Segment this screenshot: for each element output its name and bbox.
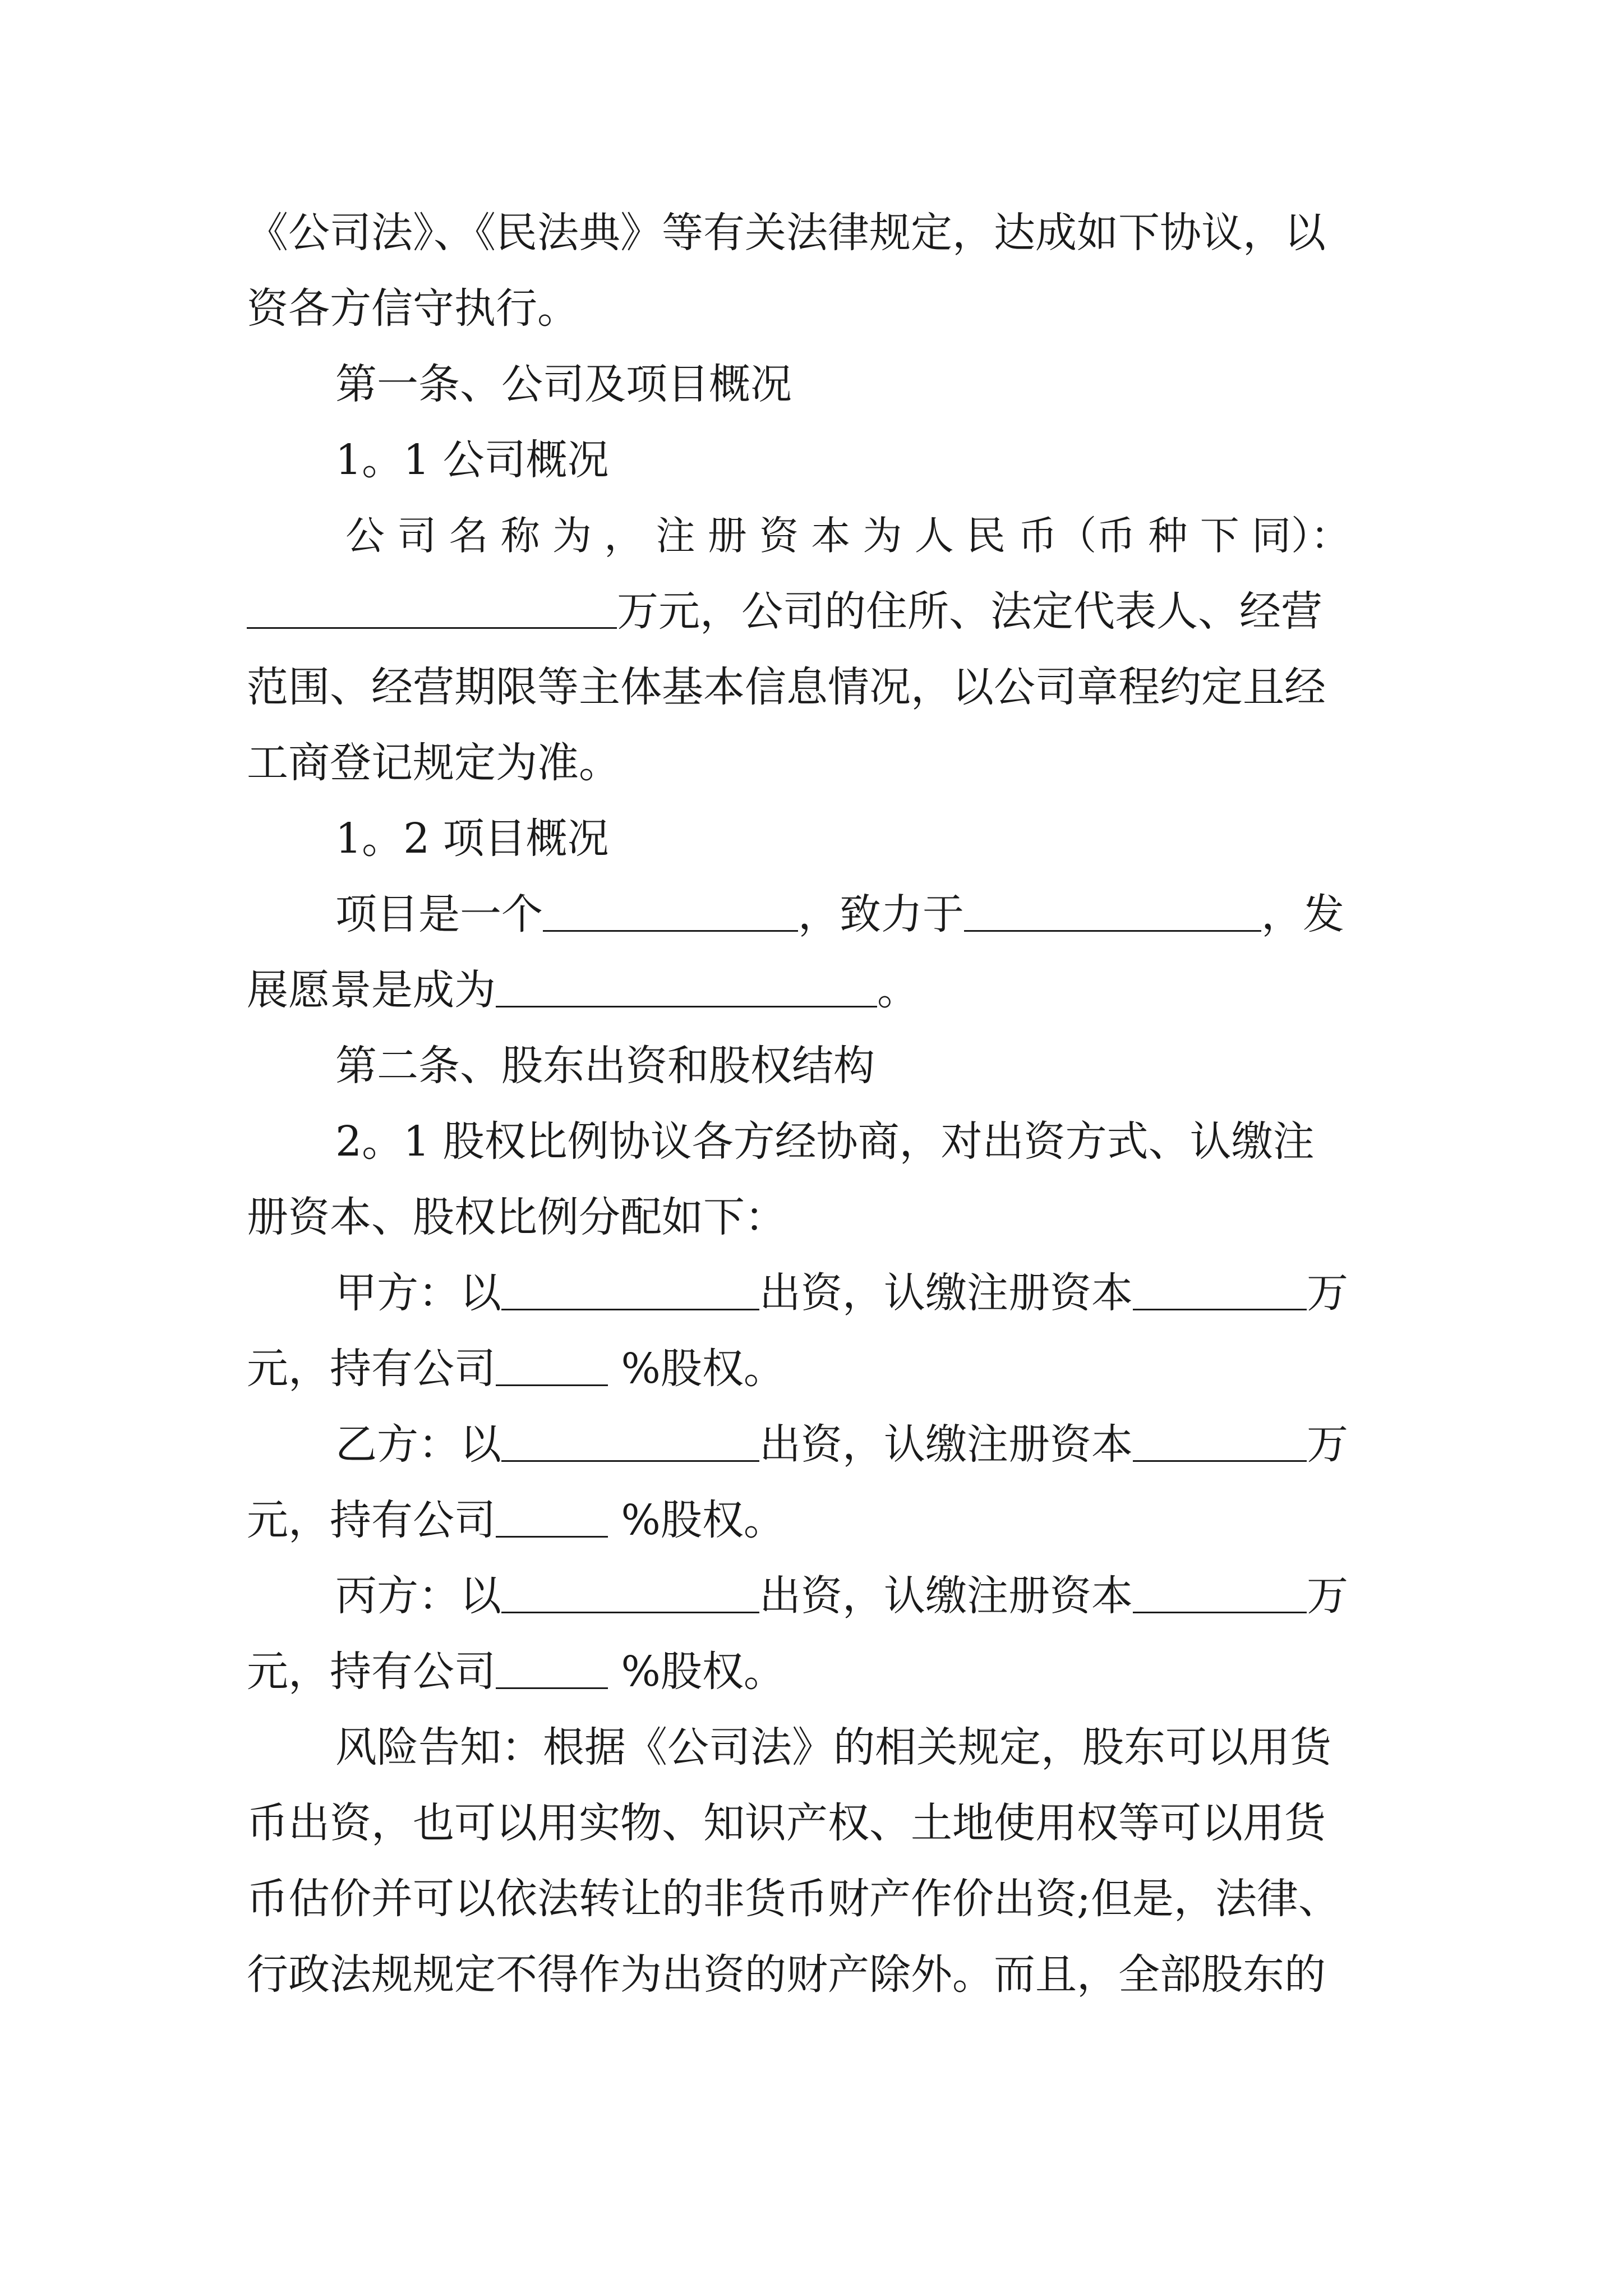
text-line bbox=[335, 1255, 1623, 1331]
text-line bbox=[247, 1861, 1623, 1937]
line-text: %股权。 bbox=[608, 1496, 785, 1544]
line-text: %股权。 bbox=[608, 1345, 785, 1393]
line-text: 展愿景是成为 bbox=[247, 966, 496, 1014]
line-text: 币出资，也可以用实物、知识产权、土地使用权等可以用货 bbox=[247, 1799, 1326, 1847]
line-text: 第二条、股东出资和股权结构 bbox=[335, 1042, 875, 1090]
line-text: 《公司法》、《民法典》等有关法律规定，达成如下协议，以 bbox=[247, 209, 1326, 257]
blank-field bbox=[501, 1578, 759, 1613]
line-text: 2。1 股权比例协议各方经协商，对出资方式、认缴注 bbox=[335, 1117, 1315, 1166]
line-text: 册资本、股权比例分配如下： bbox=[247, 1193, 786, 1241]
blank-field bbox=[496, 1351, 608, 1386]
line-text: 万 bbox=[1307, 1572, 1348, 1620]
blank-field bbox=[247, 593, 617, 629]
line-text: 出资，认缴注册资本 bbox=[759, 1269, 1133, 1317]
blank-field bbox=[1133, 1578, 1307, 1613]
line-text: 公 司 名 称 为 ， 注 册 资 本 为 人 民 币（币 种 下 同）： bbox=[345, 513, 1350, 559]
text-line bbox=[335, 1103, 1623, 1180]
line-text: 万元，公司的住所、法定代表人、经营 bbox=[617, 587, 1322, 636]
blank-field bbox=[496, 972, 877, 1007]
line-text: 币估价并可以依法转让的非货币财产作价出资;但是，法律、 bbox=[247, 1875, 1340, 1923]
text-line bbox=[335, 876, 1623, 953]
text-line bbox=[247, 1634, 1623, 1710]
line-text: 元，持有公司 bbox=[247, 1496, 496, 1544]
blank-field bbox=[1133, 1427, 1307, 1462]
line-text: 甲方：以 bbox=[335, 1269, 501, 1317]
line-text: 项目是一个 bbox=[335, 890, 543, 938]
blank-field bbox=[964, 896, 1261, 932]
blank-field bbox=[496, 1502, 608, 1538]
text-line bbox=[247, 1482, 1623, 1558]
line-text: 出资，认缴注册资本 bbox=[759, 1572, 1133, 1620]
line-text: 出资，认缴注册资本 bbox=[759, 1420, 1133, 1469]
line-text: 万 bbox=[1307, 1420, 1348, 1469]
text-line bbox=[247, 1179, 1623, 1255]
line-text: 资各方信守执行。 bbox=[247, 284, 579, 333]
line-text: 乙方：以 bbox=[335, 1420, 501, 1469]
text-line bbox=[247, 1331, 1623, 1407]
line-text: 元，持有公司 bbox=[247, 1648, 496, 1696]
text-line bbox=[335, 1406, 1623, 1483]
line-text: 万 bbox=[1307, 1269, 1348, 1317]
line-text: 工商登记规定为准。 bbox=[247, 739, 620, 787]
text-line bbox=[247, 1936, 1623, 2013]
line-text: %股权。 bbox=[608, 1648, 785, 1696]
text-line bbox=[247, 649, 1623, 725]
text-line bbox=[247, 195, 1623, 271]
section-heading bbox=[335, 346, 1623, 422]
text-line bbox=[247, 573, 1623, 650]
section-heading bbox=[335, 1028, 1623, 1104]
text-line bbox=[247, 270, 1623, 347]
text-line bbox=[335, 1709, 1623, 1786]
line-text: 行政法规规定不得作为出资的财产除外。而且，全部股东的 bbox=[247, 1950, 1326, 1999]
blank-field bbox=[501, 1275, 759, 1310]
line-text: 。 bbox=[877, 966, 919, 1014]
line-text: ，发 bbox=[1261, 890, 1344, 938]
blank-field bbox=[1133, 1275, 1307, 1310]
subsection-heading bbox=[335, 422, 1623, 498]
line-text: 1。1 公司概况 bbox=[335, 436, 609, 484]
line-text: ，致力于 bbox=[798, 890, 964, 938]
blank-field bbox=[496, 1654, 608, 1689]
line-text: 元，持有公司 bbox=[247, 1345, 496, 1393]
line-text: 丙方：以 bbox=[335, 1572, 501, 1620]
text-line bbox=[335, 1558, 1623, 1634]
line-text: 范围、经营期限等主体基本信息情况，以公司章程约定且经 bbox=[247, 663, 1326, 711]
blank-field bbox=[543, 896, 798, 932]
text-line bbox=[247, 1785, 1623, 1861]
text-line bbox=[247, 952, 1623, 1028]
text-line bbox=[247, 725, 1623, 801]
blank-field bbox=[501, 1427, 759, 1462]
line-text: 1。2 项目概况 bbox=[335, 815, 609, 863]
text-line bbox=[345, 498, 1623, 574]
line-text: 风险告知：根据《公司法》的相关规定，股东可以用货 bbox=[335, 1723, 1331, 1772]
subsection-heading bbox=[335, 800, 1623, 877]
line-text: 第一条、公司及项目概况 bbox=[335, 360, 792, 408]
